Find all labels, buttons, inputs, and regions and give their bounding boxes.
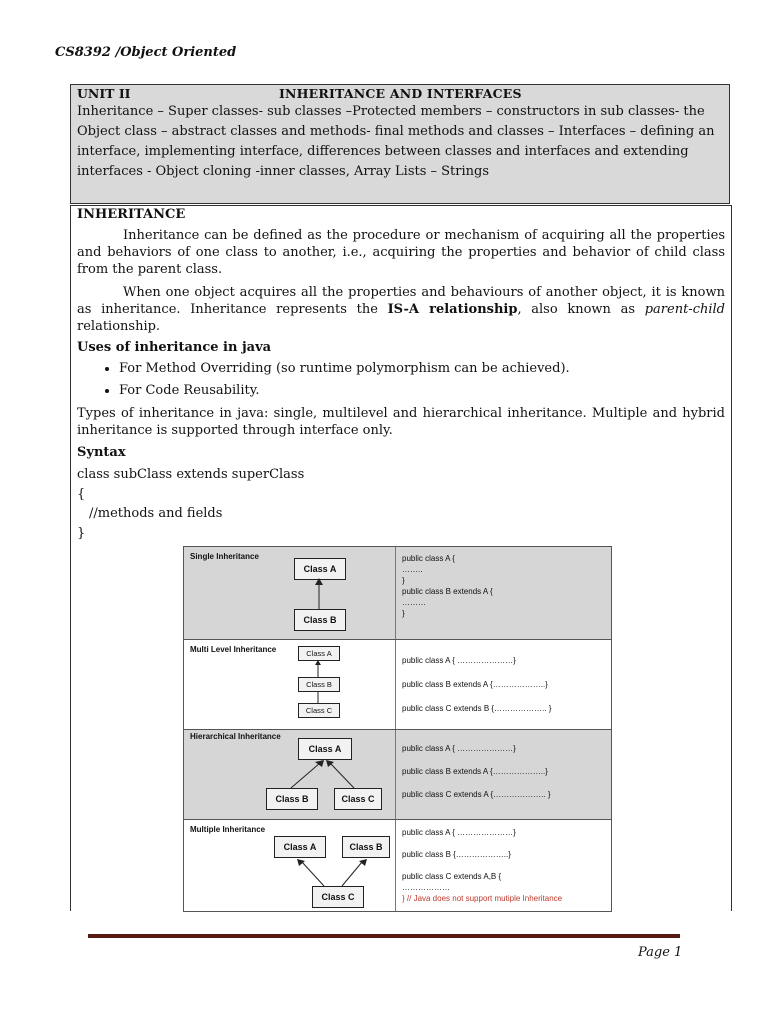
code-line: }: [402, 576, 405, 585]
code-line: public class C extends B {……………….. }: [402, 704, 552, 713]
class-box: Class A: [298, 738, 352, 760]
code-line: public class A { …………………}: [402, 744, 516, 753]
is-a-text-3: relationship.: [77, 319, 161, 334]
code-line: public class B extends A {………………..}: [402, 767, 548, 776]
code-line: public class B {………………..}: [402, 850, 511, 859]
code-line: public class C extends A {……………….. }: [402, 790, 551, 799]
panel-title: Multi Level Inheritance: [190, 645, 277, 654]
class-box: Class B: [294, 609, 346, 631]
code-line-note: } // Java does not support mutiple Inheritance: [402, 894, 563, 903]
code-line: ……..: [402, 565, 423, 574]
class-box: Class A: [294, 558, 346, 580]
uses-list: [77, 358, 725, 402]
unit-syllabus-box: [70, 84, 730, 204]
page-number: Page 1: [638, 945, 683, 960]
code-line: public class B extends A {: [402, 587, 493, 596]
code-line: public class C extends A,B {: [402, 872, 502, 881]
code-line: public class A { …………………}: [402, 656, 516, 665]
class-box: Class C: [312, 886, 364, 908]
syntax-block: [77, 465, 725, 543]
list-item: • For Method Overriding (so runtime polymorphism can be achieved).: [119, 358, 725, 380]
parent-child-italic: parent-child: [644, 302, 725, 317]
course-header: CS8392 /Object Oriented: [55, 45, 237, 60]
syntax-line: {: [77, 486, 86, 502]
list-item: • For Code Reusability.: [119, 380, 725, 402]
class-box: Class B: [298, 677, 340, 692]
types-paragraph: Types of inheritance in java: single, multilevel and hierarchical inheritance. Multiple and hybrid inheritance is supported through interface only.: [77, 406, 725, 438]
class-box: Class C: [334, 788, 382, 810]
is-a-text-2: , also known as: [517, 302, 645, 317]
arrow-connector: [184, 547, 395, 639]
multiple-inheritance-panel: [184, 820, 611, 911]
is-a-paragraph: [77, 284, 725, 335]
code-line: public class A {: [402, 554, 455, 563]
code-line: public class A { …………………}: [402, 828, 516, 837]
code-line: public class B extends A {………………..}: [402, 680, 548, 689]
class-box: Class A: [274, 836, 326, 858]
definition-paragraph: Inheritance can be defined as the procedure or mechanism of acquiring all the properties and behaviors of one class to another, i.e., acquiring the properties and behavior of child class from the parent class.: [77, 228, 725, 277]
uses-heading: Uses of inheritance in java: [77, 340, 272, 355]
code-line: ………: [402, 598, 426, 607]
code-line: }: [402, 609, 405, 618]
syntax-line: class subClass extends superClass: [77, 467, 305, 482]
code-line: ………………: [402, 883, 450, 892]
panel-title: Multiple Inheritance: [190, 825, 266, 834]
class-box: Class B: [342, 836, 390, 858]
multilevel-inheritance-panel: [184, 640, 611, 730]
inheritance-heading: INHERITANCE: [77, 207, 186, 222]
syntax-line: }: [77, 525, 86, 541]
syntax-heading: Syntax: [77, 445, 126, 460]
class-box: Class C: [298, 703, 340, 718]
unit-syllabus: Inheritance – Super classes- sub classes –Protected members – constructors in sub classes- the Object class – abstract classes and methods- final methods and classes – Interfaces – defining an interface, implementing interface, differences between classes and interfaces and extending interfaces - Object cloning -inner classes, Array Lists – Strings: [77, 104, 715, 179]
hierarchical-inheritance-panel: [184, 730, 611, 820]
class-box: Class A: [298, 646, 340, 661]
unit-title: INHERITANCE AND INTERFACES: [279, 86, 522, 101]
unit-label: UNIT II: [77, 86, 131, 101]
is-a-text-1: When one object acquires all the properties and behaviours of another object, it is known as inheritance. Inheritance represents the: [77, 285, 725, 317]
arrow-connector: [184, 640, 395, 729]
panel-title: Hierarchical Inheritance: [190, 732, 281, 741]
single-inheritance-panel: [184, 547, 611, 640]
class-box: Class B: [266, 788, 318, 810]
inheritance-types-figure: [183, 546, 612, 912]
syntax-line: //methods and fields: [89, 506, 223, 521]
is-a-bold: IS-A relationship: [387, 302, 518, 317]
footer-rule: [88, 934, 680, 938]
panel-title: Single Inheritance: [190, 552, 259, 561]
